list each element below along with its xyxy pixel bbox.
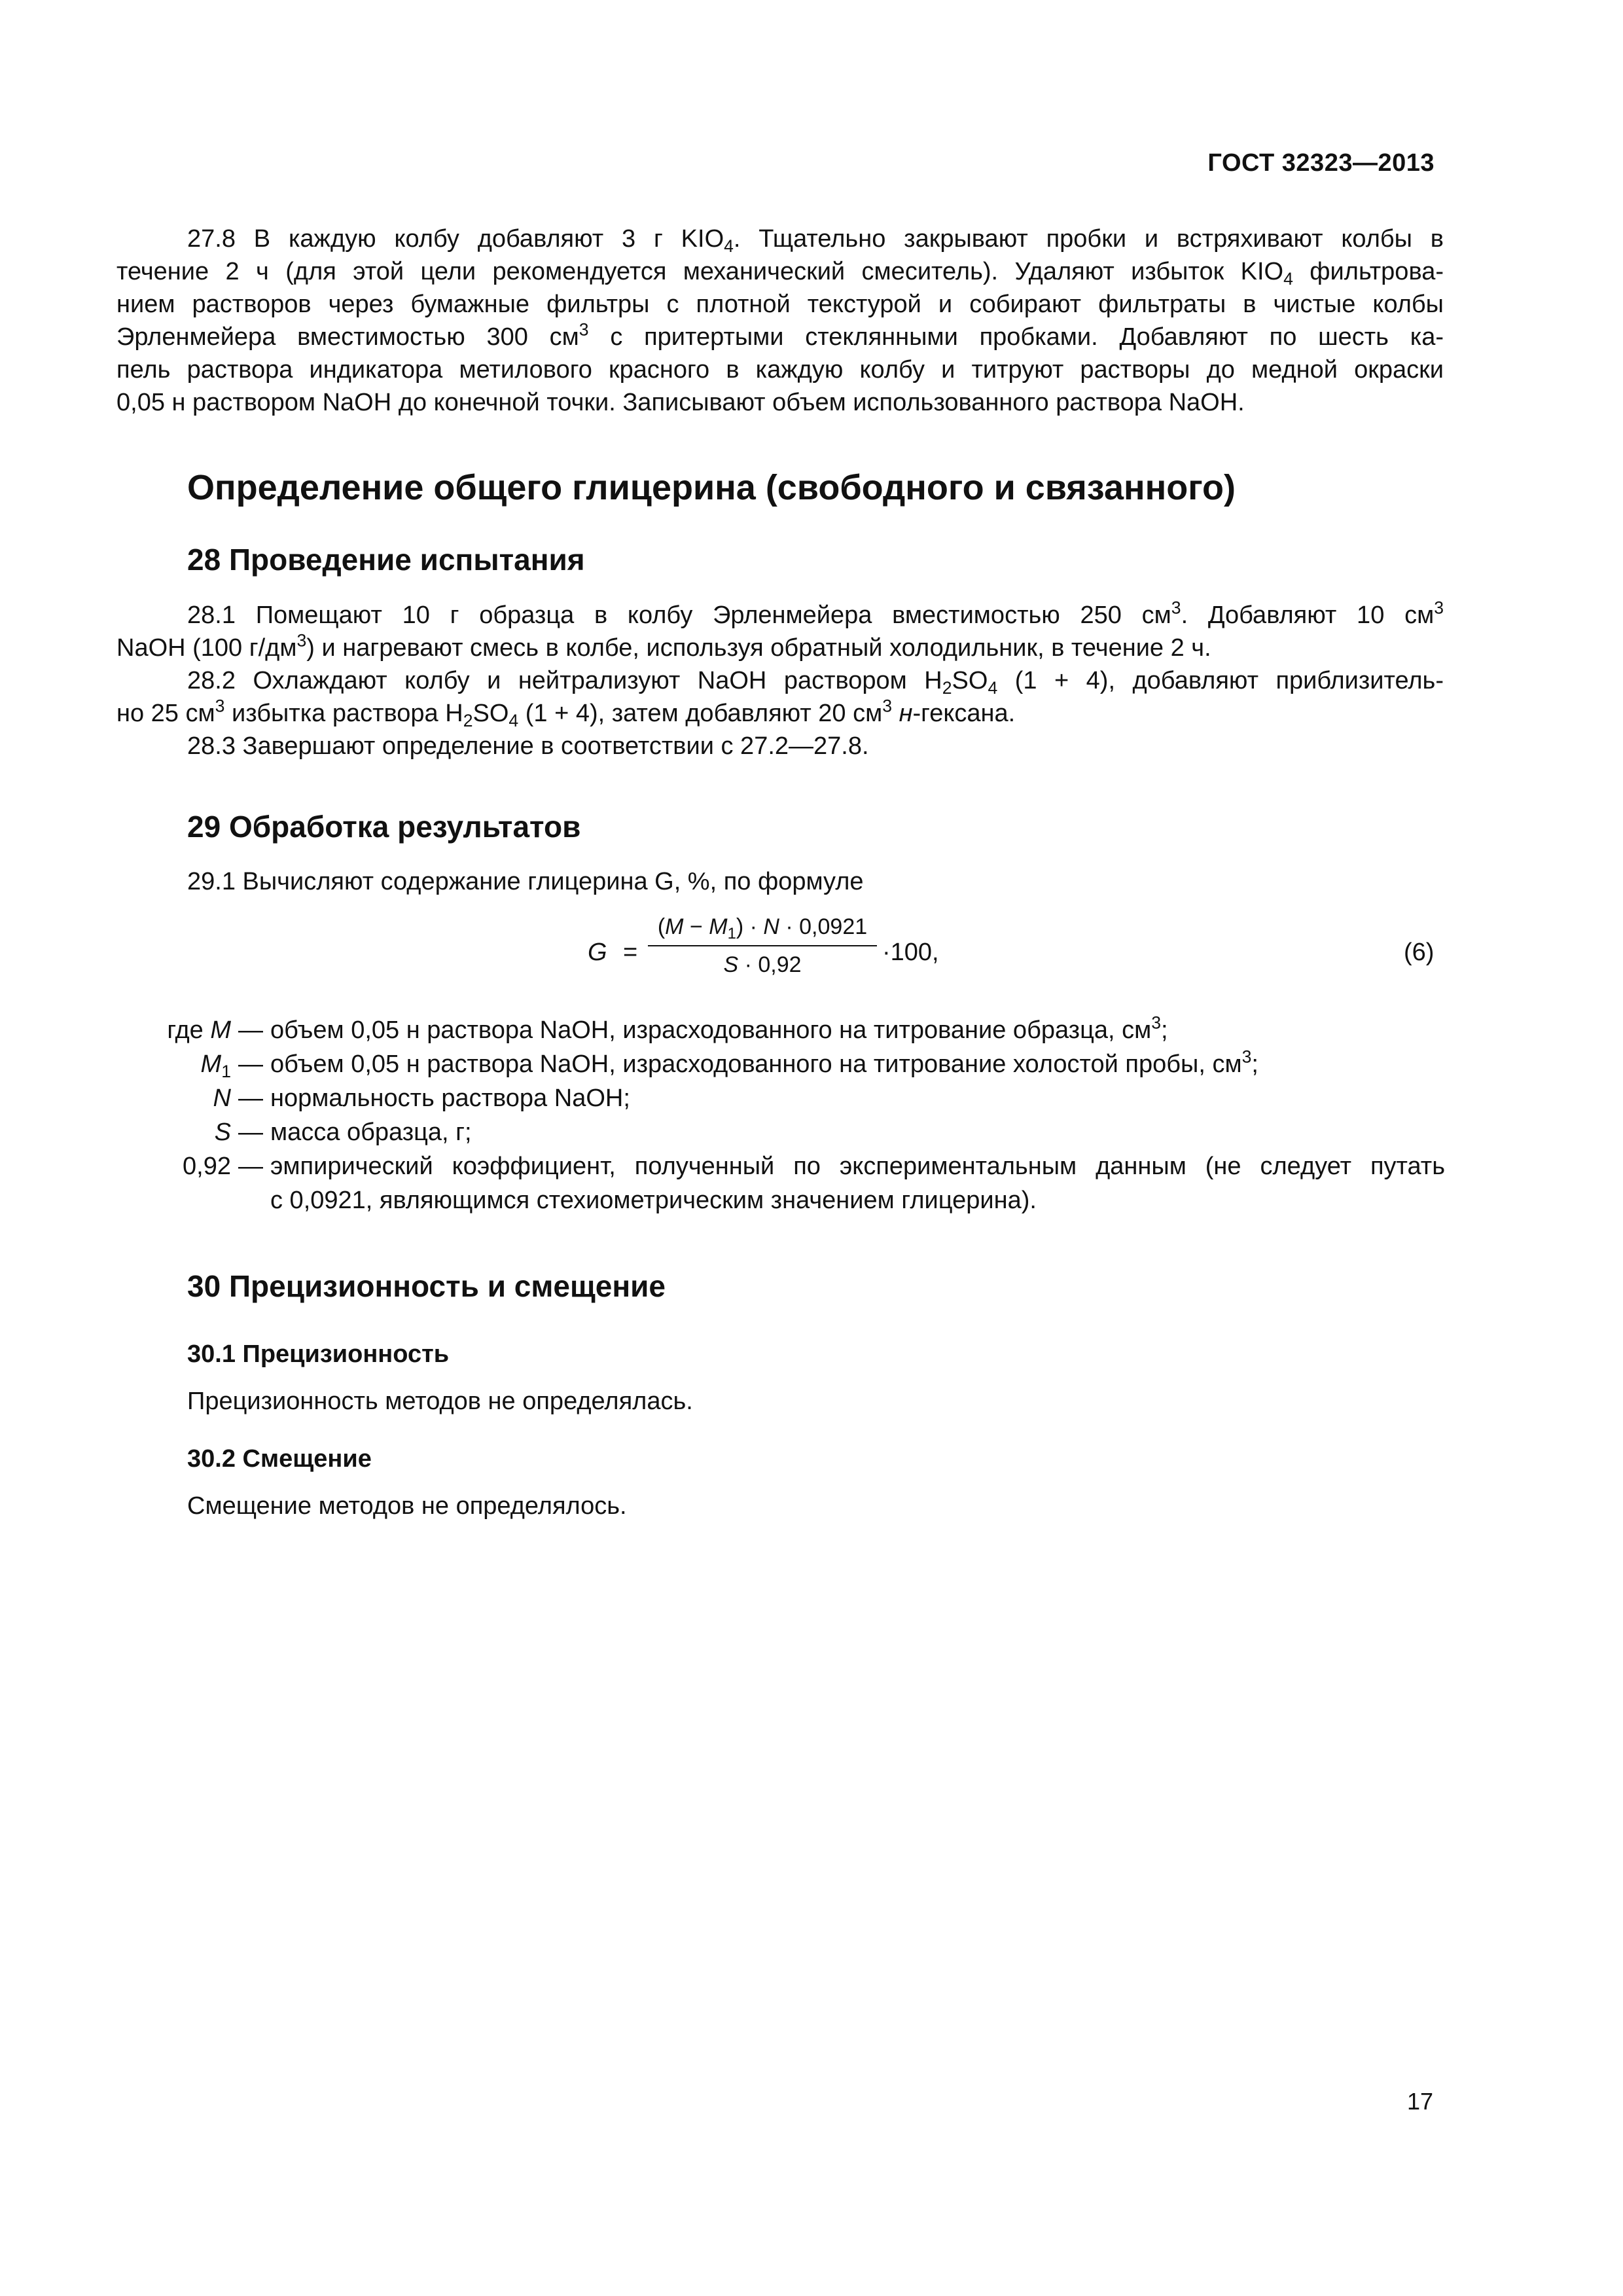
section-29-title: 29 Обработка результатов [187, 810, 581, 844]
subsection-30-1-title: 30.1 Прецизионность [187, 1340, 450, 1368]
formula-fraction [648, 911, 877, 980]
paragraph-27-8 [116, 223, 1444, 419]
definition-text: эмпирический коэффициент, полученный по экспериментальным данным (не следует путать с 0,0921, являющимся стехиометрическим значением глицерина). [270, 1153, 1445, 1214]
definition-row [116, 1047, 1445, 1081]
definition-term: $M_1$ [200, 1050, 231, 1081]
fraction-bar [648, 945, 877, 946]
formula-numerator: $(M - M_1) \cdot N \cdot 0,0921$ [657, 914, 868, 943]
definition-row [116, 1115, 1445, 1149]
text-line: 0,05 н раствором NaOH до конечной точки. Записывают объем использованного раствора NaOH. [116, 389, 1245, 416]
text-line: пель раствора индикатора метилового красного в каждую колбу и титруют растворы до медной окраски [116, 356, 1444, 384]
subsection-30-1-text: Прецизионность методов не определялась. [187, 1388, 693, 1415]
section-heading-main: Определение общего глицерина (свободного и связанного) [187, 468, 1236, 507]
formula-number: (6) [1404, 939, 1435, 966]
definition-dash: — [238, 1119, 263, 1146]
formula-multiplier: ·100, [882, 939, 939, 966]
text-line: нием растворов через бумажные фильтры с плотной текстурой и собирают фильтраты в чистые колбы [116, 291, 1444, 318]
section-30-title: 30 Прецизионность и смещение [187, 1269, 666, 1303]
definition-dash: — [238, 1016, 263, 1044]
text-line: но 25 $см^3$ избытка раствора $H_2SO_4$ (1 + 4), затем добавляют 20 $см^3$ н-гексана. [116, 696, 1016, 730]
paragraph-29-1: 29.1 Вычисляют содержание глицерина G, %, по формуле [187, 868, 864, 895]
text-line: Эрленмейера вместимостью 300 $см^3$ с притертыми стеклянными пробками. Добавляют по шесть ка- [116, 319, 1444, 351]
text-line: 27.8 В каждую колбу добавляют 3 г $KIO_4$. Тщательно закрывают пробки и встряхивают колбы в [187, 225, 1444, 256]
subsection-30-2-text: Смещение методов не определялось. [187, 1492, 627, 1520]
definition-row [116, 1149, 1445, 1217]
formula-denominator: S · 0,92 [723, 952, 802, 977]
definition-dash: — [238, 1153, 263, 1180]
text-line: NaOH (100 $г/дм^3$) и нагревают смесь в колбе, используя обратный холодильник, в течение 2 ч. [116, 630, 1211, 662]
text-line: 28.2 Охлаждают колбу и нейтрализуют NaOH раствором $H_2SO_4$ (1 + 4), добавляют приблизитель- [187, 667, 1444, 698]
definition-term: где M [167, 1016, 231, 1044]
page-number: 17 [1406, 2088, 1433, 2115]
definition-text: объем 0,05 н раствора NaOH, израсходованного на титрование образца, $см^3$; [270, 1013, 1168, 1044]
text-line: 28.3 Завершают определение в соответствии с 27.2—27.8. [187, 732, 869, 760]
definition-term: 0,92 [183, 1153, 231, 1180]
section-28-title: 28 Проведение испытания [187, 543, 585, 577]
definition-term: S [214, 1119, 231, 1146]
definition-text: нормальность раствора NaOH; [270, 1085, 630, 1112]
text-line: течение 2 ч (для этой цели рекомендуется механический смеситель). Удаляют избыток $KIO_4$ фильтрова- [116, 258, 1444, 289]
formula-definitions [116, 1013, 1445, 1217]
text-line: 28.1 Помещают 10 г образца в колбу Эрленмейера вместимостью 250 $см^3$. Добавляют 10 $см^3$ [187, 598, 1444, 629]
definition-dash: — [238, 1050, 263, 1078]
document-header-id: ГОСТ 32323—2013 [1207, 149, 1435, 177]
definition-row [116, 1081, 1445, 1115]
subsection-30-2-title: 30.2 Смещение [187, 1445, 372, 1473]
formula-lhs: G [588, 939, 607, 966]
paragraph-28 [116, 599, 1444, 762]
definition-row [116, 1013, 1445, 1047]
definition-term: N [213, 1085, 231, 1112]
definition-text: объем 0,05 н раствора NaOH, израсходованного на титрование холостой пробы, $см^3$; [270, 1047, 1258, 1078]
definition-text: масса образца, г; [270, 1119, 472, 1146]
formula-equals: = [623, 939, 638, 966]
definition-dash: — [238, 1085, 263, 1112]
